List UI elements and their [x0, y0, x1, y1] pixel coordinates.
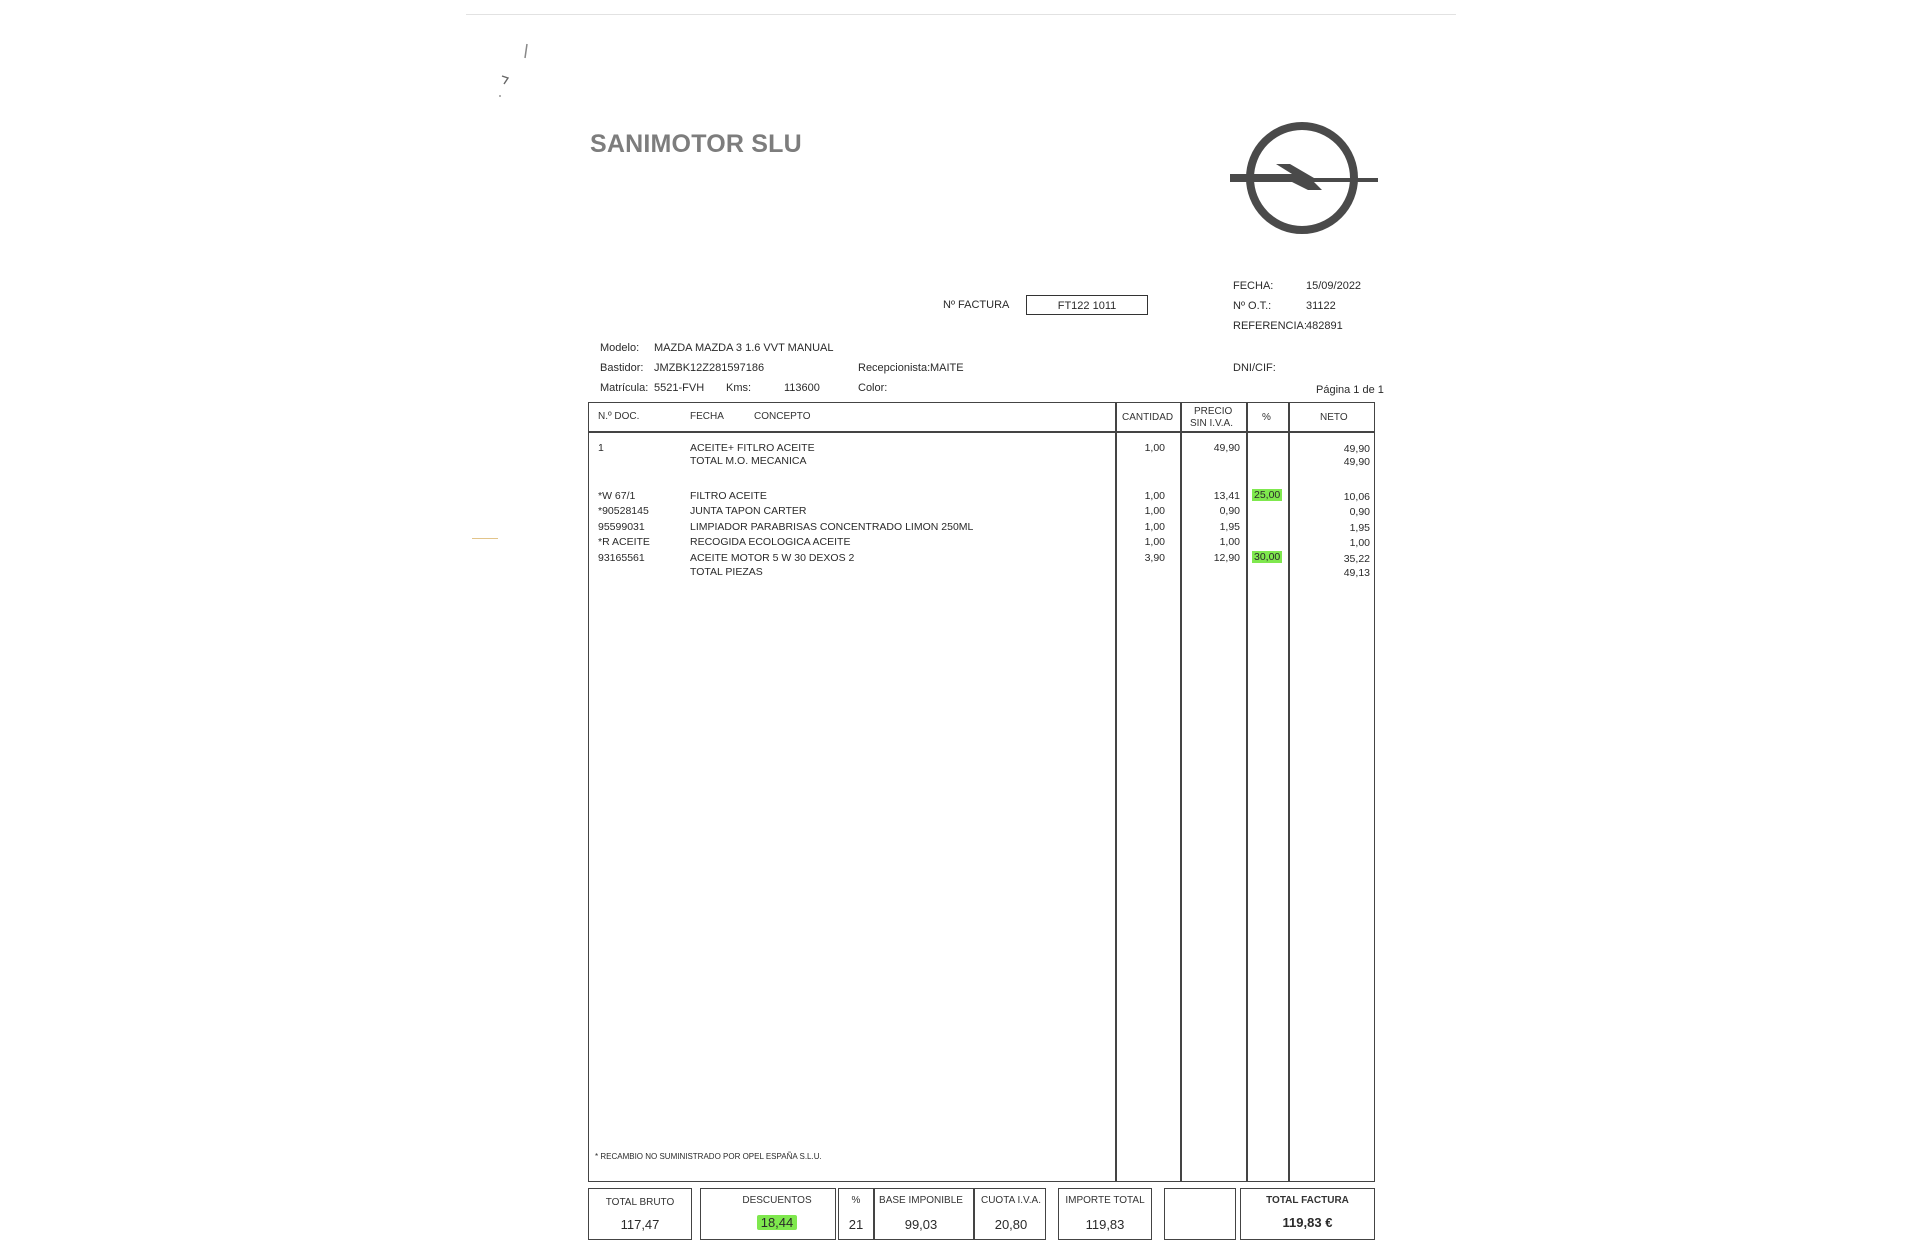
row-doc: 95599031: [598, 521, 645, 533]
opel-logo-icon: [1230, 116, 1378, 240]
tax-box: [838, 1188, 1046, 1240]
date-label: FECHA:: [1233, 280, 1274, 292]
discount-highlight: 25,00: [1254, 489, 1281, 501]
row-cantidad: 1,00: [1144, 490, 1165, 502]
row-neto: 10,06: [1343, 491, 1370, 503]
receptionist-label: Recepcionista:: [858, 362, 931, 374]
base-value: 99,03: [904, 1217, 938, 1232]
row-precio: 1,95: [1219, 521, 1240, 533]
total-factura-label: TOTAL FACTURA: [1266, 1195, 1349, 1206]
row-concepto: JUNTA TAPON CARTER: [690, 505, 807, 517]
pct-label: %: [851, 1195, 861, 1206]
descuentos-box: [700, 1188, 836, 1240]
color-label: Color:: [858, 382, 888, 394]
invoice-number-box: FT122 1011: [1026, 295, 1148, 315]
ot-value: 31122: [1306, 300, 1336, 312]
row-pct: [1252, 551, 1282, 563]
cuota-label: CUOTA I.V.A.: [980, 1195, 1042, 1206]
row-concepto: LIMPIADOR PARABRISAS CONCENTRADO LIMON 250ML: [690, 521, 974, 533]
scan-specks: [498, 40, 528, 100]
row-concepto: FILTRO ACEITE: [690, 490, 767, 502]
row-precio: 1,00: [1219, 536, 1240, 548]
chassis-label: Bastidor:: [600, 362, 644, 374]
scan-mark: [472, 538, 498, 539]
row-doc: *W 67/1: [598, 490, 636, 502]
plate-value: 5521-FVH: [654, 382, 705, 394]
row-concepto: RECOGIDA ECOLOGICA ACEITE: [690, 536, 851, 548]
row-neto: 49,90: [1343, 456, 1370, 468]
row-concepto: TOTAL PIEZAS: [690, 566, 763, 578]
row-cantidad: 1,00: [1144, 505, 1165, 517]
descuentos-value: [717, 1215, 837, 1230]
cuota-value: 20,80: [994, 1217, 1028, 1232]
importe-box: [1058, 1188, 1152, 1240]
row-precio: 49,90: [1213, 442, 1240, 454]
row-precio: 12,90: [1213, 552, 1240, 564]
row-neto: 1,95: [1349, 522, 1370, 534]
row-doc: *R ACEITE: [598, 536, 650, 548]
col-divider: [1180, 402, 1182, 1182]
row-neto: 1,00: [1349, 537, 1370, 549]
base-label: BASE IMPONIBLE: [879, 1195, 963, 1206]
model-label: Modelo:: [600, 342, 640, 354]
tax-divider: [873, 1189, 875, 1239]
chassis-value: JMZBK12Z281597186: [654, 362, 765, 374]
header-doc: N.º DOC.: [598, 411, 640, 422]
row-precio: 0,90: [1219, 505, 1240, 517]
importe-value: 119,83: [1085, 1217, 1125, 1232]
row-doc: *90528145: [598, 505, 649, 517]
row-neto: 0,90: [1349, 506, 1370, 518]
row-cantidad: 1,00: [1144, 521, 1165, 533]
reference-label: REFERENCIA:: [1233, 320, 1307, 332]
invoice-table: [588, 402, 1375, 1182]
row-pct: [1252, 489, 1282, 501]
discount-highlight: 30,00: [1254, 551, 1281, 563]
invoice-number-label: Nº FACTURA: [943, 299, 1010, 311]
col-divider: [1288, 402, 1290, 1182]
header-fecha: FECHA: [690, 411, 724, 422]
row-cantidad: 1,00: [1144, 442, 1165, 454]
total-factura-value: 119,83 €: [1282, 1215, 1333, 1230]
descuentos-highlight: 18,44: [757, 1215, 798, 1230]
importe-label: IMPORTE TOTAL: [1065, 1195, 1145, 1206]
header-pct: %: [1262, 412, 1271, 423]
footnote: * RECAMBIO NO SUMINISTRADO POR OPEL ESPAÑA S.L.U.: [595, 1152, 822, 1161]
col-divider: [1246, 402, 1248, 1182]
receptionist-value: MAITE: [930, 362, 964, 374]
total-factura-box: [1240, 1188, 1375, 1240]
row-doc: 93165561: [598, 552, 645, 564]
row-doc: 1: [598, 442, 604, 454]
row-cantidad: 3,90: [1144, 552, 1165, 564]
header-precio: PRECIO: [1194, 406, 1233, 417]
kms-label: Kms:: [726, 382, 752, 394]
row-neto: 49,90: [1343, 443, 1370, 455]
col-divider: [1115, 402, 1117, 1182]
scan-top-edge: [466, 14, 1456, 15]
dni-label: DNI/CIF:: [1233, 362, 1276, 374]
row-neto: 35,22: [1343, 553, 1370, 565]
tax-divider: [973, 1189, 975, 1239]
blank-box: [1164, 1188, 1236, 1240]
row-concepto: ACEITE MOTOR 5 W 30 DEXOS 2: [690, 552, 855, 564]
company-name: SANIMOTOR SLU: [590, 130, 802, 158]
descuentos-label: DESCUENTOS: [742, 1195, 812, 1206]
row-precio: 13,41: [1213, 490, 1240, 502]
row-concepto: TOTAL M.O. MECANICA: [690, 455, 807, 467]
row-neto: 49,13: [1343, 567, 1370, 579]
total-bruto-value: 117,47: [620, 1217, 660, 1232]
kms-value: 113600: [784, 382, 820, 394]
total-bruto-label: TOTAL BRUTO: [605, 1197, 675, 1208]
header-precio-sub: SIN I.V.A.: [1190, 418, 1233, 429]
model-value: MAZDA MAZDA 3 1.6 VVT MANUAL: [654, 342, 834, 354]
reference-value: 482891: [1306, 320, 1343, 332]
total-bruto-box: [588, 1188, 692, 1240]
row-cantidad: 1,00: [1144, 536, 1165, 548]
header-neto: NETO: [1320, 412, 1348, 423]
page-indicator: Página 1 de 1: [1316, 384, 1384, 396]
pct-value: 21: [848, 1217, 864, 1232]
row-concepto: ACEITE+ FITLRO ACEITE: [690, 442, 815, 454]
header-cantidad: CANTIDAD: [1122, 412, 1174, 423]
header-concepto: CONCEPTO: [754, 411, 811, 422]
date-value: 15/09/2022: [1306, 280, 1362, 292]
plate-label: Matrícula:: [600, 382, 649, 394]
header-divider: [588, 431, 1375, 433]
ot-label: Nº O.T.:: [1233, 300, 1272, 312]
